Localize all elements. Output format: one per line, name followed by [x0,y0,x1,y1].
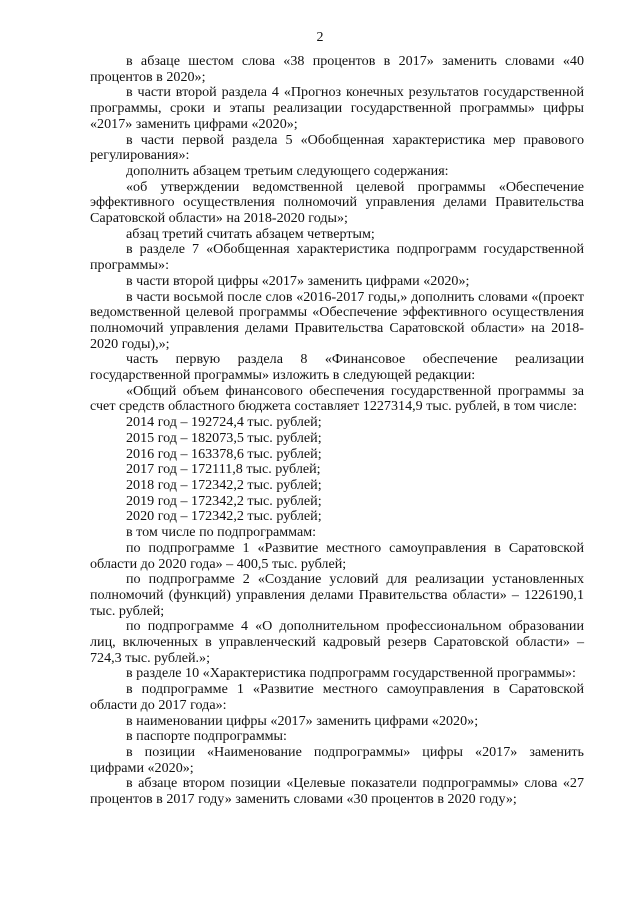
year-line: 2017 год – 172111,8 тыс. рублей; [126,461,321,478]
paragraph: часть первую раздела 8 «Финансовое обеспечение реализации государственной программы» изложить в следующей редакции: [90,351,584,384]
paragraph: в паспорте подпрограммы: [126,728,287,745]
paragraph: в части первой раздела 5 «Обобщенная характеристика мер правового регулирования»: [90,131,584,164]
paragraph: в том числе по подпрограммам: [126,524,317,541]
page-number: 2 [316,30,324,45]
year-line: 2015 год – 182073,5 тыс. рублей; [126,429,322,446]
paragraph: в части восьмой после слов «2016-2017 годы,» дополнить словами «(проект ведомственной целевой программы «Обеспечение эффективного осуществления полномочий управления делами Правительства Саратовской области» на 2018-2020 годы),»; [90,288,584,352]
year-line: 2019 год – 172342,2 тыс. рублей; [126,492,322,509]
paragraph: в подпрограмме 1 «Развитие местного самоуправления в Саратовской области до 2017 года»: [90,681,584,713]
year-line: 2020 год – 172342,2 тыс. рублей; [126,508,322,525]
year-line: 2018 год – 172342,2 тыс. рублей; [126,476,322,493]
paragraph: в части второй раздела 4 «Прогноз конечных результатов государственной программы, сроки и этапы реализации государственной программы» цифры «2017» заменить цифрами «2020»; [90,84,584,132]
document-body [90,54,584,808]
paragraph: дополнить абзацем третьим следующего содержания: [126,162,449,179]
paragraph: в части второй цифры «2017» заменить цифрами «2020»; [126,272,470,289]
paragraph: в разделе 10 «Характеристика подпрограмм государственной программы»: [126,665,576,682]
year-line: 2016 год – 163378,6 тыс. рублей; [126,445,322,462]
paragraph: в разделе 7 «Обобщенная характеристика подпрограмм государственной программы»: [90,241,584,274]
paragraph: в абзаце втором позиции «Целевые показатели подпрограммы» слова «27 процентов в 2017 году» заменить словами «30 процентов в 2020 году»; [90,775,584,808]
paragraph: «об утверждении ведомственной целевой программы «Обеспечение эффективного осуществления полномочий управления делами Правительства Саратовской области» на 2018-2020 годы»; [90,178,584,227]
paragraph: по подпрограмме 2 «Создание условий для реализации установленных полномочий (функций) управления делами Правительства области» – 1226190,1 тыс. рублей; [90,571,584,619]
paragraph: по подпрограмме 4 «О дополнительном профессиональном образовании лиц, включенных в управленческий кадровый резерв Саратовской области» – 724,3 тыс. рублей.»; [90,618,584,666]
paragraph: по подпрограмме 1 «Развитие местного самоуправления в Саратовской области до 2020 года» – 400,5 тыс. рублей; [90,539,584,572]
paragraph: «Общий объем финансового обеспечения государственной программы за счет средств областного бюджета составляет 1227314,9 тыс. рублей, в том числе: [90,382,584,415]
paragraph: в наименовании цифры «2017» заменить цифрами «2020»; [126,712,479,729]
paragraph: в абзаце шестом слова «38 процентов в 2017» заменить словами «40 процентов в 2020»; [90,53,584,85]
paragraph: в позиции «Наименование подпрограммы» цифры «2017» заменить цифрами «2020»; [90,743,584,776]
paragraph: абзац третий считать абзацем четвертым; [126,225,375,242]
year-line: 2014 год – 192724,4 тыс. рублей; [126,414,322,431]
